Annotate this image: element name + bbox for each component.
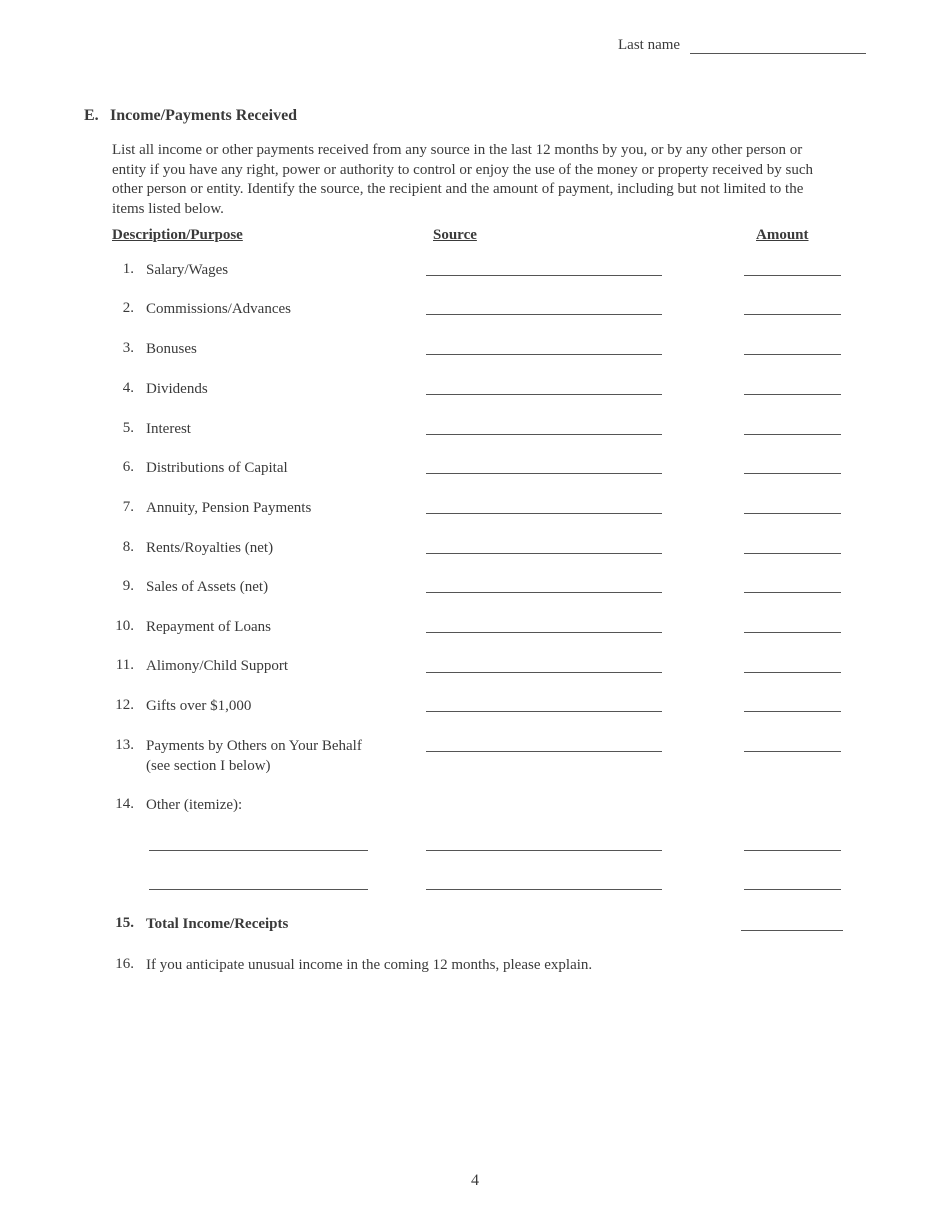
amount-input-10[interactable] xyxy=(744,632,841,633)
amount-input-8[interactable] xyxy=(744,553,841,554)
last-name-label: Last name xyxy=(618,37,681,53)
total-amount-input[interactable] xyxy=(741,930,843,931)
item-number: 10. xyxy=(115,618,134,634)
item-label-distributions: Distributions of Capital xyxy=(146,460,288,476)
last-name-input[interactable] xyxy=(690,39,866,54)
column-header-amount: Amount xyxy=(756,227,809,243)
column-header-description: Description/Purpose xyxy=(112,227,243,243)
other-description-input-1[interactable] xyxy=(149,850,368,851)
source-input-8[interactable] xyxy=(426,553,662,554)
item-number: 8. xyxy=(122,539,134,555)
other-amount-input-2[interactable] xyxy=(744,889,841,890)
item-label-interest: Interest xyxy=(146,421,191,437)
source-input-7[interactable] xyxy=(426,513,662,514)
source-input-11[interactable] xyxy=(426,672,662,673)
item-label-payments-by-others: Payments by Others on Your Behalf xyxy=(146,738,362,754)
item-number: 4. xyxy=(122,380,134,396)
item-label-annuity: Annuity, Pension Payments xyxy=(146,500,312,516)
source-input-9[interactable] xyxy=(426,592,662,593)
amount-input-1[interactable] xyxy=(744,275,841,276)
amount-input-11[interactable] xyxy=(744,672,841,673)
item-label-salary-wages: Salary/Wages xyxy=(146,262,229,278)
last-name-field xyxy=(618,37,866,54)
item-label-dividends: Dividends xyxy=(146,381,208,397)
item-label-alimony: Alimony/Child Support xyxy=(146,658,289,674)
section-title xyxy=(84,107,297,125)
item-number: 5. xyxy=(122,420,134,436)
amount-input-4[interactable] xyxy=(744,394,841,395)
page-number: 4 xyxy=(471,1172,479,1189)
source-input-12[interactable] xyxy=(426,711,662,712)
source-input-4[interactable] xyxy=(426,394,662,395)
amount-input-7[interactable] xyxy=(744,513,841,514)
item-label-gifts: Gifts over $1,000 xyxy=(146,698,252,714)
item-label-repayment-of-loans: Repayment of Loans xyxy=(146,619,271,635)
column-header-source: Source xyxy=(433,227,477,243)
item-label-rents: Rents/Royalties (net) xyxy=(146,540,274,556)
source-input-6[interactable] xyxy=(426,473,662,474)
source-input-5[interactable] xyxy=(426,434,662,435)
source-input-2[interactable] xyxy=(426,314,662,315)
item-label-commissions: Commissions/Advances xyxy=(146,301,291,317)
section-letter: E. xyxy=(84,107,99,124)
item-number: 15. xyxy=(115,915,134,931)
item-label-other: Other (itemize): xyxy=(146,797,243,813)
other-source-input-1[interactable] xyxy=(426,850,662,851)
amount-input-2[interactable] xyxy=(744,314,841,315)
item-number: 12. xyxy=(115,697,134,713)
source-input-3[interactable] xyxy=(426,354,662,355)
amount-input-13[interactable] xyxy=(744,751,841,752)
amount-input-3[interactable] xyxy=(744,354,841,355)
item-number: 3. xyxy=(122,340,134,356)
amount-input-9[interactable] xyxy=(744,592,841,593)
amount-input-5[interactable] xyxy=(744,434,841,435)
item-number: 2. xyxy=(122,300,134,316)
item-label-sales-of-assets: Sales of Assets (net) xyxy=(146,579,269,595)
source-input-13[interactable] xyxy=(426,751,662,752)
item-label-see-section: (see section I below) xyxy=(146,758,271,774)
section-intro: List all income or other payments received from any source in the last 12 months by you, or by any other person or entity if you have any right, power or authority to control or enjoy the use of the money or property received by such other person or entity. Identify the source, the recipient and the amount of payment, including but not limited to the items listed below. xyxy=(112,142,814,217)
item-number: 16. xyxy=(115,956,134,972)
amount-input-12[interactable] xyxy=(744,711,841,712)
item-number: 1. xyxy=(122,261,134,277)
item-label-bonuses: Bonuses xyxy=(146,341,197,357)
item-number: 6. xyxy=(122,459,134,475)
item-label-unusual-income: If you anticipate unusual income in the coming 12 months, please explain. xyxy=(146,957,593,973)
item-label-total-income: Total Income/Receipts xyxy=(146,916,289,932)
source-input-10[interactable] xyxy=(426,632,662,633)
other-source-input-2[interactable] xyxy=(426,889,662,890)
item-number: 14. xyxy=(115,796,134,812)
section-title-text: Income/Payments Received xyxy=(110,107,298,124)
other-description-input-2[interactable] xyxy=(149,889,368,890)
item-number: 9. xyxy=(122,578,134,594)
other-amount-input-1[interactable] xyxy=(744,850,841,851)
source-input-1[interactable] xyxy=(426,275,662,276)
item-number: 13. xyxy=(115,737,134,753)
amount-input-6[interactable] xyxy=(744,473,841,474)
item-number: 7. xyxy=(122,499,134,515)
item-number: 11. xyxy=(115,657,134,673)
